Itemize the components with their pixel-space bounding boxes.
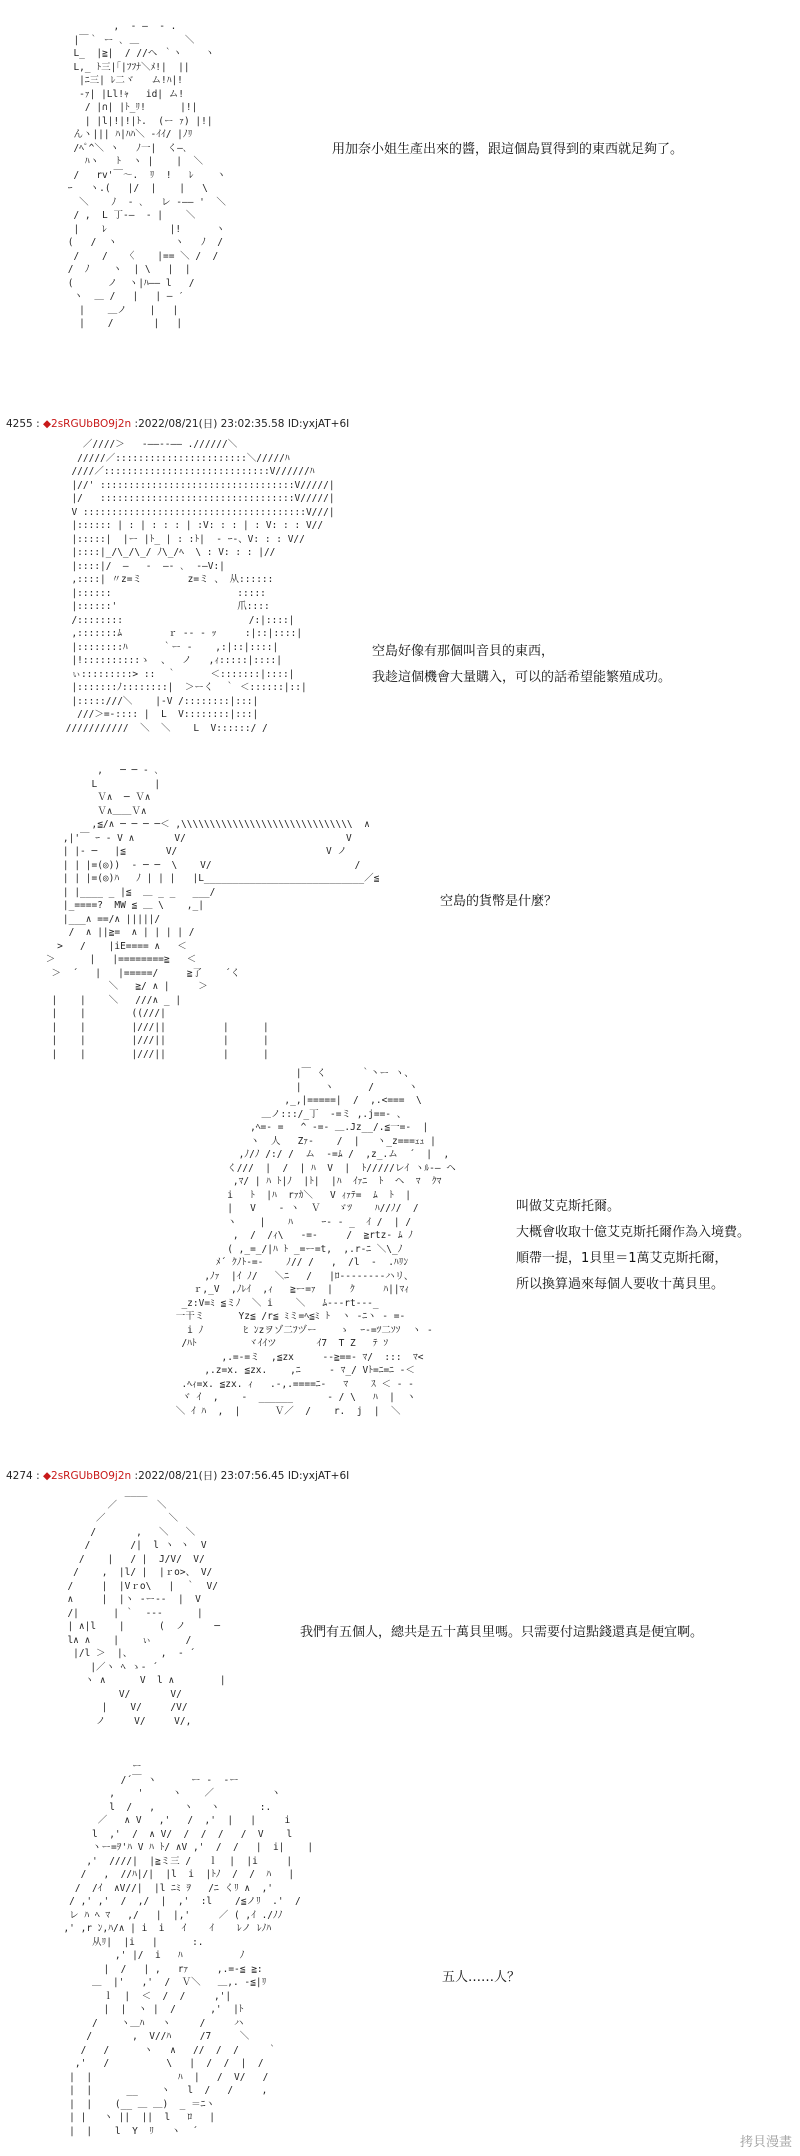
dialogue-box-4: [516, 1197, 750, 1301]
dialogue-line: 我們有五個人，總共是五十萬貝里嗎。只需要付這點錢還真是便宜啊。: [300, 1625, 704, 1640]
dialogue-box-5: [300, 1623, 703, 1649]
post-datetime: 2022/08/21(日) 23:02:35.58: [138, 418, 285, 430]
ascii-art-character-3: , ─ ─ ‐ ､ L | Ｖ∧ ─ Ｖ∧ Ｖ∧＿＿Ｖ∧ ,≦/∧ ─ ─ ─ ─＜ ,\\\\\\\\\\\\\\\\\\\\\\\\\\\\\\ ∧ ,|'￣ ｰ ‐ V ∧ V/ V | |‐ ─ |≦ V/ V ノ | | |=(◎)) ‐ ─ ─ \ V/ / | | |=(◎)ﾊ ﾉ | | | |L____________________________／≦ | |____ _ |≦ ＿ _ _ ___/ |_====? ΜW ≦ ＿ \ ,_| |___∧ ==/∧ |||||/ / ∧ ||≧= ∧ | | | | / > / |iE==== ∧ ＜ ＞ | |========≧ ＜ ＞ ´ | |=====/ ≧了 ´く ＼ ≧/ ∧ | ＞ | | ＼ ///∧ _ | | | ((///| | | |///|| | | | | |///|| | | | | |///|| | |: [45, 765, 380, 1060]
watermark-logo: 拷貝漫畫: [739, 2135, 792, 2150]
panel-2: [0, 430, 800, 760]
dialogue-line: 大概會收取十億艾克斯托爾作為入境費。: [516, 1225, 751, 1240]
post-id: ID:yxjAT+6I: [287, 1470, 350, 1482]
dialogue-line: 五人……人？: [442, 1970, 521, 1985]
dialogue-box-6: [442, 1968, 520, 1994]
panel-3: [0, 760, 800, 1065]
panel-1: [0, 0, 800, 430]
post-header-4255: 4255 : ◆2sRGUbBO9j2n :2022/08/21(日) 23:02:35.58 ID:yxjAT+6I: [6, 418, 350, 430]
ascii-art-character-4: |￣ く ｀丶ー ヽ、 | ヽ / ヽ ,_,|=====| / ,.<=== \ ＿ノ:::/_丁 ‐=ミ ,.j==‐ 、 ,ﾍ=‐ = ^ ‐=- ＿.Jz__/.≦一=‐ | ヽ 人 Zｧ‐ / | ヽ_z===ｪｭ | ,ﾉ/ﾉ /:/ / ム ‐=ﾑ / ,z_.ム ´ | , く/// | / | ﾊ V | ﾄ/////レｲ ヽﾙ‐― ヘ ,ﾏ/ | ﾊ ﾄ|ﾉ |ﾄ| |ﾊ ｲｧﾆ ﾄ ヘ ﾏ ｸﾏ i ﾄ |ﾊ rｧｶ＼ V ｨｧﾃ= ﾑ ﾄ | | V ‐ ヽ Ｖ ゞﾂ ﾊ//ﾉ/ / ヽ | ﾊ ｰ‐ ‐ _ ｲ / | / , / /ｨ\ ‐=- / ≧rtz‐ ﾑ ﾉ ( ,_=_/|ﾊ ﾄ _=ー=t, ,.r‐ﾆ ＼\_ﾉ ﾒ´ ｸﾉﾄ-=‐ ﾉ// / , /l ‐ .ﾊﾘﾝ ,ﾉｧ |ｲ ﾉ/ ＼ﾆ / |ﾛ--------ハリ、 ｒ,_V ,ﾉﾚｲ ,ｨ ≧ー=ｧ | ｸ ﾊ||ﾏｨ _z:V=ﾐ ≦ミﾉ ＼ i ＼ ﾑ‐--rt---_ 一干ミ Yz≦ /r≦ ﾐミ=ﾍ≦ﾐ ﾄ ヽ ‐ﾆヽ ‐ =‐ i ﾉ ﾋ ﾝzヲゾ二ﾌヅー ゝ ｰ-=ﾂ二ｿｿ ヽ ‐ /ﾊﾄ ヾｲｲツ ｲ7 T Z ﾃ ｿ ,.=‐=ミ ,≦zx ‐-≧==‐ ﾏ/ ::: ﾏ< ,.z=x. ≦zx. ,ﾆ ‐ ﾏ_/ Vﾄ=ﾆ=ﾆ -＜ .ﾍｨ=x. ≦zx. ｨ .‐,.====ﾆ‐ ﾏ ｽ ＜ ‐ ‐ ヾ ｲ , ‐ ______ ‐ / \ ﾊ | ヽ ＼ ｲ ﾊ , | Ｖ／ / r. j | ＼: [175, 1068, 456, 1417]
post-tripcode[interactable]: ◆2sRGUbBO9j2n: [42, 1470, 132, 1482]
dialogue-line: 順帶一提，1貝里＝1萬艾克斯托爾，: [516, 1251, 728, 1266]
ascii-art-character-5: ____ ／ ＼ ／ ＼ / , ＼ ＼ / /| l ヽ ヽ V / | / | J/V/ V/ / , |l/ | |ｒo>、 V/ / | |Vｒo\ | ｀ V/ ∧ | |ヽ ‐ー‐‐ | V /| | ｀ ‐‐‐ | | ∧|l | ( ノ ─ l∧ ∧ | ぃ / |/l ＞ |、 , ‐ ´ |／ヽ ﾍ ゝ‐ ´ ヽ ∧ V l ∧ | V/ V/ | V/ /V/ ノ V/ V/,: [67, 1486, 226, 1727]
dialogue-line: 用加奈小姐生產出來的醬，跟這個島買得到的東西就足夠了。: [332, 142, 684, 157]
panel-5: [0, 1485, 800, 1745]
post-number: 4255: [6, 418, 33, 430]
post-id: ID:yxjAT+6I: [287, 418, 350, 430]
dialogue-line: 空島的貨幣是什麼？: [440, 894, 558, 909]
post-tripcode[interactable]: ◆2sRGUbBO9j2n: [42, 418, 132, 430]
post-datetime: 2022/08/21(日) 23:07:56.45: [138, 1470, 285, 1482]
ascii-art-character-1: , ‐ ― ‐ . |￣｀ ー ､ ＿ ＼ L_ |≧| / //ヘ ｀ヽ ヽ L,_ ﾄ三|｢|ﾌﾌﾅ＼ﾒ!| || |ﾆ三| ﾚ二ヾ ム!ﾊ|! ‐ｧ| |Ll!ｬ id| ム! / |∩| |ﾄ_ﾘ! |!| | |l|!|!|ﾄ. (ー ｧ) |!| んヽ||| ﾊ|ﾊﾊ＼ ‐ｲｲ/ |ﾉﾘ /ﾍﾟ^＼ ヽ ﾉ一| く―､ ﾊヽ ﾄ ヽ | | ＼ / rv'￣～. ﾘ ! ﾚ ヽ ｰ ヽ.( |/ | | \ ＼ ﾉ ‐ ､ レ ‐―― ' ＼ / , L 丁‐― - | ＼ | ﾚ |! ヽ ( / ヽ ヽ ﾉ / / / 〈 |== ＼ / / / ﾉ ヽ | \ | | ( ノ ヽ|ﾊ―― l / ヽ ＿ / | | ― ′ | ＿ノ | | | / | |: [67, 21, 226, 329]
dialogue-box-3: [440, 892, 557, 918]
dialogue-line: 所以換算過來每個人要收十萬貝里。: [516, 1277, 725, 1292]
ascii-art-character-6: ー /´￣ ヽ ー ‐ ‐ー , ' ヽ ／ ヽ l / , ヽ ヽ :. ／ ∧ V ,' / ,' | | i l ,' / ∧ V/ / / / / V l ヽー=ｦ'ﾊ V ﾊ ﾄ/ ∧V ,' / / | i| | ,' ////| |≧ミ三 / ｌ | |i | / , //ﾊ|/| |l i |ﾄﾉ / / ﾊ | / /ｲ ∧V//| |l ﾆﾐ ｦ /ﾆ くﾘ ∧ ,' / ,' ,' / ,/ | ,' :l /≦ノﾘ .' / レ ﾊ ﾍ ﾏ ,/ | |,' ／ ( ,ｲ ./ﾉﾉ ,' ,r ﾝ,ﾊ/∧ | i i ｲ ｲ ﾚノ ﾚﾉﾊ 从ﾘ| |i | :. ,' |/ i ﾊ ﾉ | / | , rｧ ,.=-≦ ≧: ＿ |' ,' / Ｖ＼ ＿,. ‐≦|ﾘ ｌ | ＜ / / ,'| | | ヽ | / ,' |ﾄ / ヽ＿ﾊ ヽ / ハ / , V//ﾊ /7 ＼ / / ヽ ∧ // / / ｀ ,' / \ | / / | / | | ﾊ | / V/ / | | __ ヽ l / / , | | (__ ＿ ＿) _ ＝ﾆヽ | | ヽ || || l ﾛ | | | l Y ﾘ ヽ ´: [63, 1761, 314, 2137]
dialogue-line: 空島好像有那個叫音貝的東西，: [372, 644, 555, 659]
dialogue-box-1: [332, 140, 683, 166]
ascii-art-character-2: ／////＞ ‐――‐‐―― .//////＼ /////／:::::::::::::::::::::::＼/////ﾊ ////／:::::::::::::::::::::::::::::V//////ﾊ |//' ::::::::::::::::::::::::::::::::::V/////| |/ ::::::::::::::::::::::::::::::::::V/////| V :::::::::::::::::::::::::::::::::::::::V///| |:::::: | : | : : : | :V: : : | : V: : : V// |:::::| |ー |ﾄ_ | : :ﾄ| ‐ ｰ‐、V: : : V// |::::|_/\_/\_/ ﾉ\_/ﾍ \ : V: : : |// |::::|/ ― ‐ ―‐ ､ ‐―V:| ,::::| 〃z=ミ z=ミ 、 从:::::: |:::::: ::::: |::::::' 爪:::: /:::::::: /:|::::| ,:::::::ﾑ ｒ ‐‐ ‐ ｯ :|::|::::| |::::::::ﾊ ｀ー ‐ ,:|::|::::| |!::::::::::ゝ 、 ノ ,ｨ:::::|::::| ぃ:::::::::> :: ｀ ＜:::::::|::::| |:::::::ﾉ::::::::| ＞ーく ｀ ＜::::::|::| |:::::///＼ |-V /::::::::|:::| ///＞=‐:::: | L V::::::::|:::| /////////// ＼ ＼ L V::::::/ /: [65, 439, 335, 734]
post-number: 4274: [6, 1470, 33, 1482]
post-header-4274: 4274 : ◆2sRGUbBO9j2n :2022/08/21(日) 23:07:56.45 ID:yxjAT+6I: [6, 1470, 350, 1482]
dialogue-line: 叫做艾克斯托爾。: [516, 1199, 621, 1214]
dialogue-box-2: [372, 642, 671, 694]
panel-4: [0, 1065, 800, 1465]
dialogue-line: 我趁這個機會大量購入，可以的話希望能繁殖成功。: [372, 670, 672, 685]
panel-6: [0, 1750, 800, 2156]
